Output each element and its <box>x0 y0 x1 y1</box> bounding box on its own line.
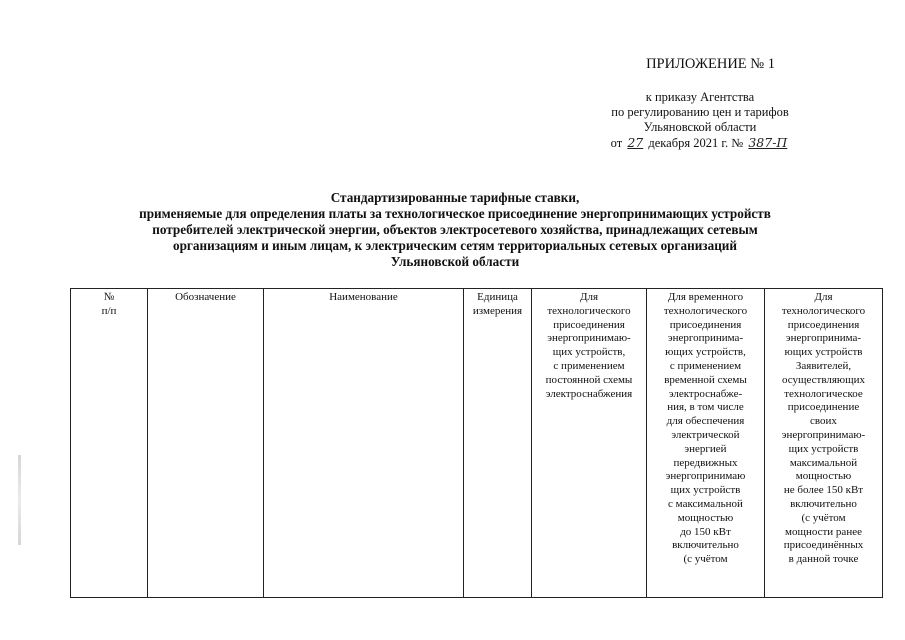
column-header-line: энергопринимаю- <box>781 428 866 441</box>
column-header-line: щих устройств <box>670 484 741 497</box>
column-header-line: Обозначение <box>175 291 236 303</box>
column-header-line: технологического <box>547 304 631 317</box>
column-header-line: ния, в том числе <box>667 401 744 414</box>
title-line: Стандартизированные тарифные ставки, <box>330 190 580 205</box>
title-line: организациям и иным лицам, к электрическим сетям территориальных сетевых организаций <box>173 238 737 253</box>
column-header <box>148 289 264 598</box>
column-header-line: Для временного <box>667 291 744 303</box>
column-header-line: ющих устройств <box>784 346 863 359</box>
column-header-line: энергией <box>684 442 727 455</box>
column-header-line: с применением <box>553 359 625 372</box>
column-header <box>264 289 464 598</box>
column-header-line: присоединение <box>787 401 860 414</box>
column-header-line: с максимальной <box>668 497 743 510</box>
column-header-line: электрической <box>671 428 740 441</box>
column-header-line: технологического <box>781 304 866 317</box>
column-header-line: технологическое <box>784 387 863 400</box>
column-header <box>71 289 148 598</box>
column-header-line: п/п <box>101 304 117 317</box>
column-header-line: включительно <box>672 539 739 552</box>
column-header-line: Для <box>579 291 599 303</box>
column-header <box>647 289 765 598</box>
column-header-line: электроснабжения <box>545 387 633 400</box>
column-header-line: присоединения <box>787 318 860 331</box>
column-header-line: электроснабже- <box>668 387 743 400</box>
order-line: Ульяновской области <box>643 120 757 134</box>
column-header-line: присоединённых <box>783 539 864 552</box>
order-reference <box>590 90 810 151</box>
column-header-line: Для <box>814 291 833 303</box>
column-header <box>464 289 532 598</box>
title-line: потребителей электрической энергии, объектов электросетевого хозяйства, принадлежащих сетевым <box>152 222 758 237</box>
column-header-line: постоянной схемы <box>545 373 633 386</box>
column-header-line: временной схемы <box>664 373 747 386</box>
date-rest: декабря 2021 г. № <box>648 136 744 150</box>
order-date-line <box>590 135 810 151</box>
document-title <box>110 190 800 270</box>
column-header-line: присоединения <box>553 318 625 331</box>
title-line: Ульяновской области <box>390 254 520 269</box>
column-header-line: мощности ранее <box>785 525 862 538</box>
column-header <box>532 289 647 598</box>
column-header-line: с применением <box>669 359 742 372</box>
column-header-line: осуществляющих <box>782 373 865 386</box>
column-header-line: № <box>103 291 115 303</box>
column-header-line: до 150 кВт <box>680 525 731 538</box>
column-header-line: для обеспечения <box>666 415 745 428</box>
column-header-line: мощностью <box>677 511 734 524</box>
column-header-line: Заявителей, <box>795 359 852 372</box>
date-prefix: от <box>610 136 623 150</box>
table-header-row <box>71 289 883 598</box>
column-header-line: измерения <box>472 304 523 317</box>
order-line: по регулированию цен и тарифов <box>611 105 789 119</box>
scan-artifact <box>18 455 21 545</box>
column-header-line: энергопринима- <box>667 332 744 345</box>
column-header-line: Наименование <box>329 291 398 303</box>
title-line: применяемые для определения платы за технологическое присоединение энергопринимающих устройств <box>139 206 771 221</box>
handwritten-day: 27 <box>627 135 644 150</box>
tariff-table <box>70 288 883 598</box>
column-header-line: технологического <box>663 304 748 317</box>
column-header-line: Единица <box>477 291 518 303</box>
column-header-line: максимальной <box>789 456 858 469</box>
handwritten-order-number: 387-П <box>748 135 788 150</box>
column-header-line: щих устройств, <box>552 346 626 359</box>
column-header-line: щих устройств <box>788 442 859 455</box>
column-header-line: мощностью <box>795 470 852 483</box>
column-header-line: (с учётом <box>683 553 728 566</box>
appendix-heading: ПРИЛОЖЕНИЕ № 1 <box>646 56 775 72</box>
column-header-line: ющих устройств, <box>665 346 746 359</box>
column-header-line: присоединения <box>669 318 742 331</box>
column-header-line: энергопринима- <box>785 332 862 345</box>
column-header-line: (с учётом <box>801 511 846 524</box>
column-header-line: не более 150 кВт <box>783 484 864 497</box>
order-line: к приказу Агентства <box>645 90 755 104</box>
column-header <box>765 289 883 598</box>
column-header-line: энергопринимаю- <box>547 332 631 345</box>
column-header-line: включительно <box>790 497 857 510</box>
column-header-line: передвижных <box>673 456 738 469</box>
column-header-line: в данной точке <box>788 553 859 566</box>
column-header-line: энергопринимаю <box>665 470 746 483</box>
column-header-line: своих <box>810 415 837 428</box>
